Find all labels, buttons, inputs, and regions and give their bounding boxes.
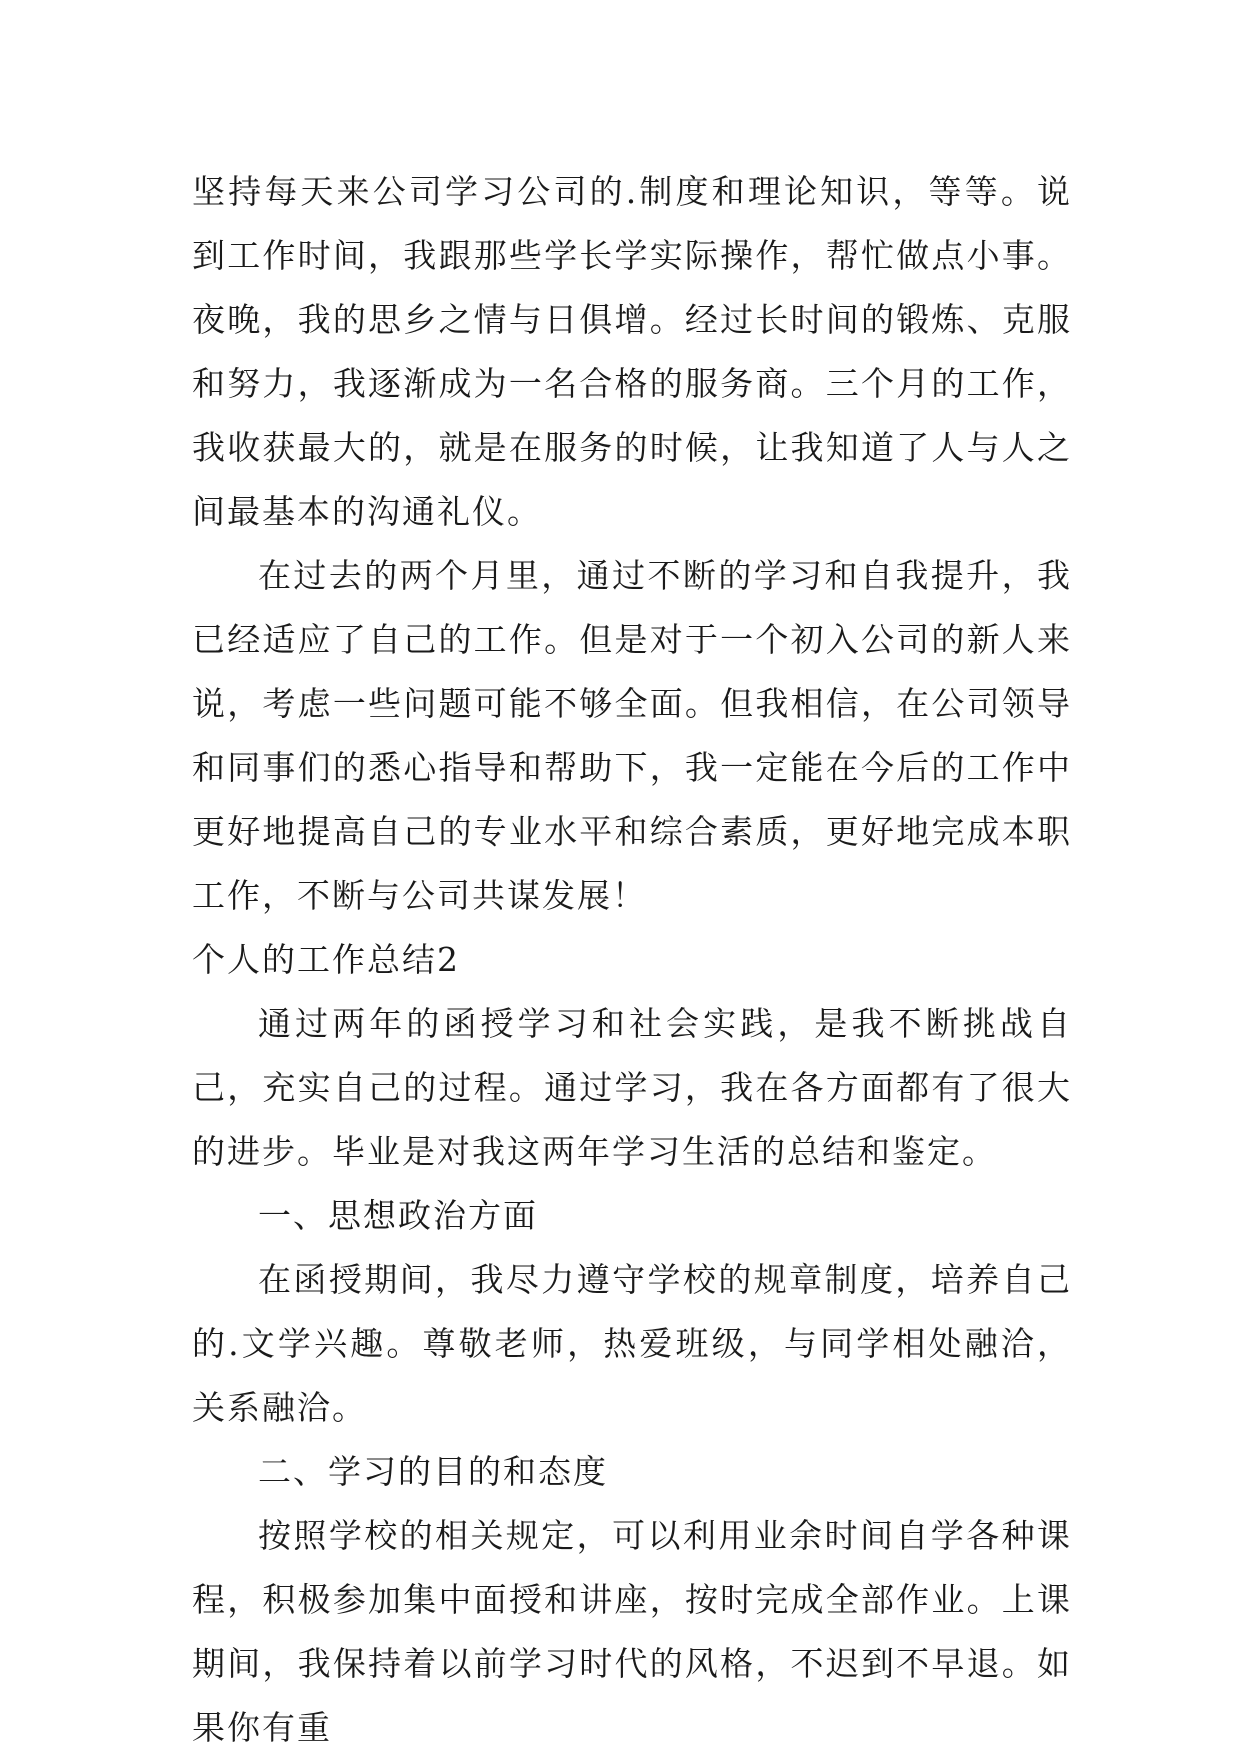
- subheading-politics: 一、思想政治方面: [258, 1196, 538, 1235]
- section-heading: 个人的工作总结2: [192, 940, 460, 979]
- paragraph-5: 按照学校的相关规定，可以利用业余时间自学各种课程，积极参加集中面授和讲座，按时完成全部作业。上课期间，我保持着以前学习时代的风格，不迟到不早退。如果你有重: [192, 1516, 1072, 1747]
- subheading-study: 二、学习的目的和态度: [258, 1452, 608, 1491]
- paragraph-3: 通过两年的函授学习和社会实践，是我不断挑战自己，充实自己的过程。通过学习，我在各方面都有了很大的进步。毕业是对我这两年学习生活的总结和鉴定。: [192, 1004, 1072, 1171]
- paragraph-1: 坚持每天来公司学习公司的.制度和理论知识，等等。说到工作时间，我跟那些学长学实际操作，帮忙做点小事。夜晚，我的思乡之情与日俱增。经过长时间的锻炼、克服和努力，我逐渐成为一名合格的服务商。三个月的工作，我收获最大的，就是在服务的时候，让我知道了人与人之间最基本的沟通礼仪。: [192, 172, 1072, 531]
- document-body: [192, 160, 1072, 1760]
- paragraph-2: 在过去的两个月里，通过不断的学习和自我提升，我已经适应了自己的工作。但是对于一个初入公司的新人来说，考虑一些问题可能不够全面。但我相信，在公司领导和同事们的悉心指导和帮助下，我一定能在今后的工作中更好地提高自己的专业水平和综合素质，更好地完成本职工作，不断与公司共谋发展！: [192, 556, 1072, 915]
- paragraph-4: 在函授期间，我尽力遵守学校的规章制度，培养自己的.文学兴趣。尊敬老师，热爱班级，与同学相处融洽，关系融洽。: [192, 1260, 1072, 1427]
